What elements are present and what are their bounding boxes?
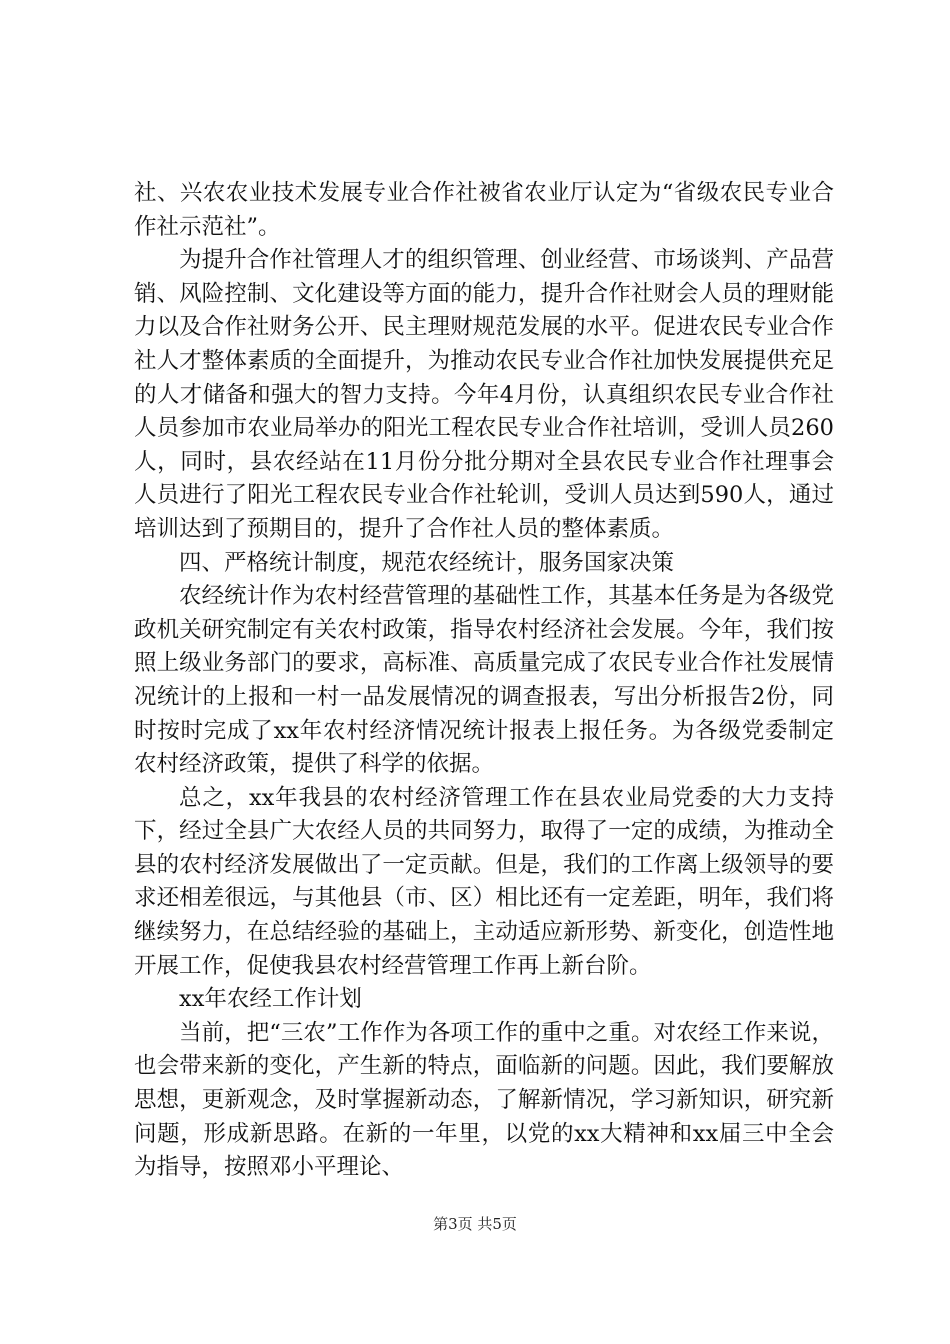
paragraph-summary: 总之，xx年我县的农村经济管理工作在县农业局党委的大力支持下，经过全县广大农经人员的共同努力，取得了一定的成绩，为推动全县的农村经济发展做出了一定贡献。但是，我们的工作离上级领导的要求还相差很远，与其他县（市、区）相比还有一定差距，明年，我们将继续努力，在总结经验的基础上，主动适应新形势、新变化，创造性地开展工作，促使我县农村经营管理工作再上新台阶。	[134, 784, 834, 979]
paragraph-plan: 当前，把“三农”工作作为各项工作的重中之重。对农经工作来说，也会带来新的变化，产生新的特点，面临新的问题。因此，我们要解放思想，更新观念，及时掌握新动态，了解新情况，学习新知识，研究新问题，形成新思路。在新的一年里，以党的xx大精神和xx届三中全会为指导，按照邓小平理论、	[134, 1019, 834, 1181]
page-footer: 第3页 共5页	[433, 1215, 517, 1233]
section-heading-statistics: 四、严格统计制度，规范农经统计，服务国家决策	[179, 549, 675, 576]
section-heading-plan: xx年农经工作计划	[179, 986, 362, 1013]
paragraph-statistics: 农经统计作为农村经营管理的基础性工作，其基本任务是为各级党政机关研究制定有关农村政策，指导农村经济社会发展。今年，我们按照上级业务部门的要求，高标准、高质量完成了农民专业合作社发展情况统计的上报和一村一品发展情况的调查报表，写出分析报告2份，同时按时完成了xx年农村经济情况统计报表上报任务。为各级党委制定农村经济政策，提供了科学的依据。	[134, 583, 834, 778]
paragraph-training: 为提升合作社管理人才的组织管理、创业经营、市场谈判、产品营销、风险控制、文化建设等方面的能力，提升合作社财会人员的理财能力以及合作社财务公开、民主理财规范发展的水平。促进农民专业合作社人才整体素质的全面提升，为推动农民专业合作社加快发展提供充足的人才储备和强大的智力支持。今年4月份，认真组织农民专业合作社人员参加市农业局举办的阳光工程农民专业合作社培训，受训人员260人，同时，县农经站在11月份分批分期对全县农民专业合作社理事会人员进行了阳光工程农民专业合作社轮训，受训人员达到590人，通过培训达到了预期目的，提升了合作社人员的整体素质。	[134, 247, 834, 542]
document-body	[134, 177, 834, 1185]
paragraph-continuation: 社、兴农农业技术发展专业合作社被省农业厅认定为“省级农民专业合作社示范社”。	[134, 180, 834, 240]
